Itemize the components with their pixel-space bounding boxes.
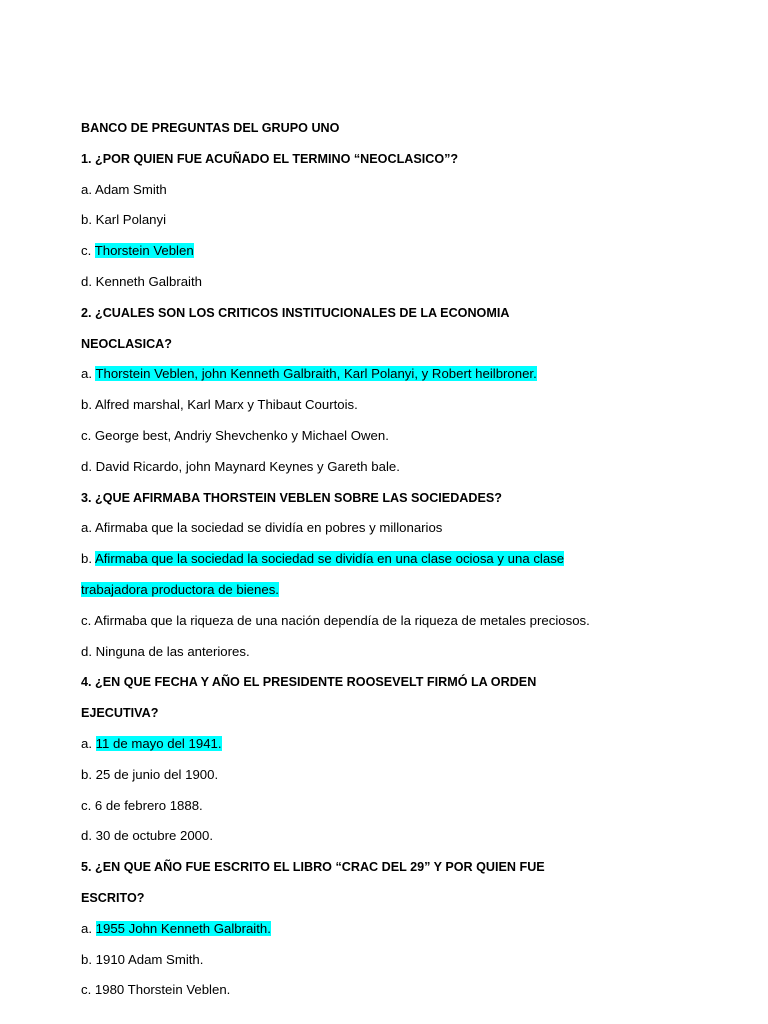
answer-option [81,210,721,241]
option-prefix: c. [81,982,95,998]
option-prefix: d. [81,643,96,659]
option-text: Karl Polanyi [95,212,167,228]
document-body [81,118,721,1011]
option-prefix: b. [81,951,96,967]
option-prefix: c. [81,797,95,813]
option-prefix: c. [81,427,95,443]
option-prefix: a. [81,920,96,936]
answer-option [81,826,721,857]
highlighted-answer-text: 1955 John Kenneth Galbraith. [95,920,271,936]
highlighted-answer-text: Afirmaba que la sociedad la sociedad se dividía en una clase ociosa y una clase [94,551,565,567]
answer-option [81,580,721,611]
question-text: NEOCLASICA? [81,336,172,351]
answer-option [81,642,721,673]
highlighted-answer-text: Thorstein Veblen [94,243,194,259]
option-prefix: a. [81,366,96,382]
option-text: Kenneth Galbraith [95,273,202,289]
question-text: 1. ¿POR QUIEN FUE ACUÑADO EL TERMINO “NEOCLASICO”? [81,151,459,166]
option-prefix: c. [81,243,95,259]
answer-option [81,950,721,981]
document-heading: BANCO DE PREGUNTAS DEL GRUPO UNO [81,121,340,135]
option-text: 1910 Adam Smith. [95,951,204,967]
question-text: 5. ¿EN QUE AÑO FUE ESCRITO EL LIBRO “CRAC DEL 29” Y POR QUIEN FUE [81,860,545,875]
question-text: ESCRITO? [81,890,145,905]
option-prefix: c. [81,612,95,628]
option-text: Afirmaba que la riqueza de una nación dependía de la riqueza de metales preciosos. [94,612,590,628]
highlighted-answer-text: trabajadora productora de bienes. [81,581,279,597]
option-prefix: b. [81,212,96,228]
option-prefix: d. [81,828,96,844]
answer-option [81,919,721,950]
highlighted-answer-text: 11 de mayo del 1941. [95,735,222,751]
option-text: Afirmaba que la sociedad se dividía en pobres y millonarios [94,520,443,536]
answer-option [81,395,721,426]
option-text: 30 de octubre 2000. [95,828,213,844]
answer-option [81,426,721,457]
answer-option [81,364,721,395]
question-text: EJECUTIVA? [81,706,159,721]
option-prefix: b. [81,397,95,413]
option-text: David Ricardo, john Maynard Keynes y Gareth bale. [95,458,400,474]
option-text: 25 de junio del 1900. [95,766,219,782]
answer-option [81,272,721,303]
answer-option [81,518,721,549]
option-prefix: a. [81,520,95,536]
question-text: 2. ¿CUALES SON LOS CRITICOS INSTITUCIONALES DE LA ECONOMIA [81,305,510,320]
question-text: 4. ¿EN QUE FECHA Y AÑO EL PRESIDENTE ROOSEVELT FIRMÓ LA ORDEN [81,675,537,690]
answer-option [81,611,721,642]
answer-option [81,796,721,827]
option-text: 6 de febrero 1888. [94,797,203,813]
option-prefix: d. [81,273,96,289]
option-text: 1980 Thorstein Veblen. [94,982,231,998]
option-text: George best, Andriy Shevchenko y Michael Owen. [94,427,389,443]
option-prefix: d. [81,458,96,474]
option-text: Adam Smith [94,181,167,197]
option-text: Alfred marshal, Karl Marx y Thibaut Courtois. [94,397,358,413]
option-prefix: a. [81,181,95,197]
answer-option [81,180,721,211]
question-text: 3. ¿QUE AFIRMABA THORSTEIN VEBLEN SOBRE LAS SOCIEDADES? [81,490,502,505]
answer-option [81,734,721,765]
option-prefix: a. [81,735,96,751]
answer-option [81,765,721,796]
highlighted-answer-text: Thorstein Veblen, john Kenneth Galbraith, Karl Polanyi, y Robert heilbroner. [95,366,537,382]
answer-option [81,980,721,1011]
option-prefix: b. [81,551,95,567]
answer-option [81,549,721,580]
option-prefix: b. [81,766,96,782]
option-text: Ninguna de las anteriores. [95,643,250,659]
answer-option [81,457,721,488]
answer-option [81,241,721,272]
